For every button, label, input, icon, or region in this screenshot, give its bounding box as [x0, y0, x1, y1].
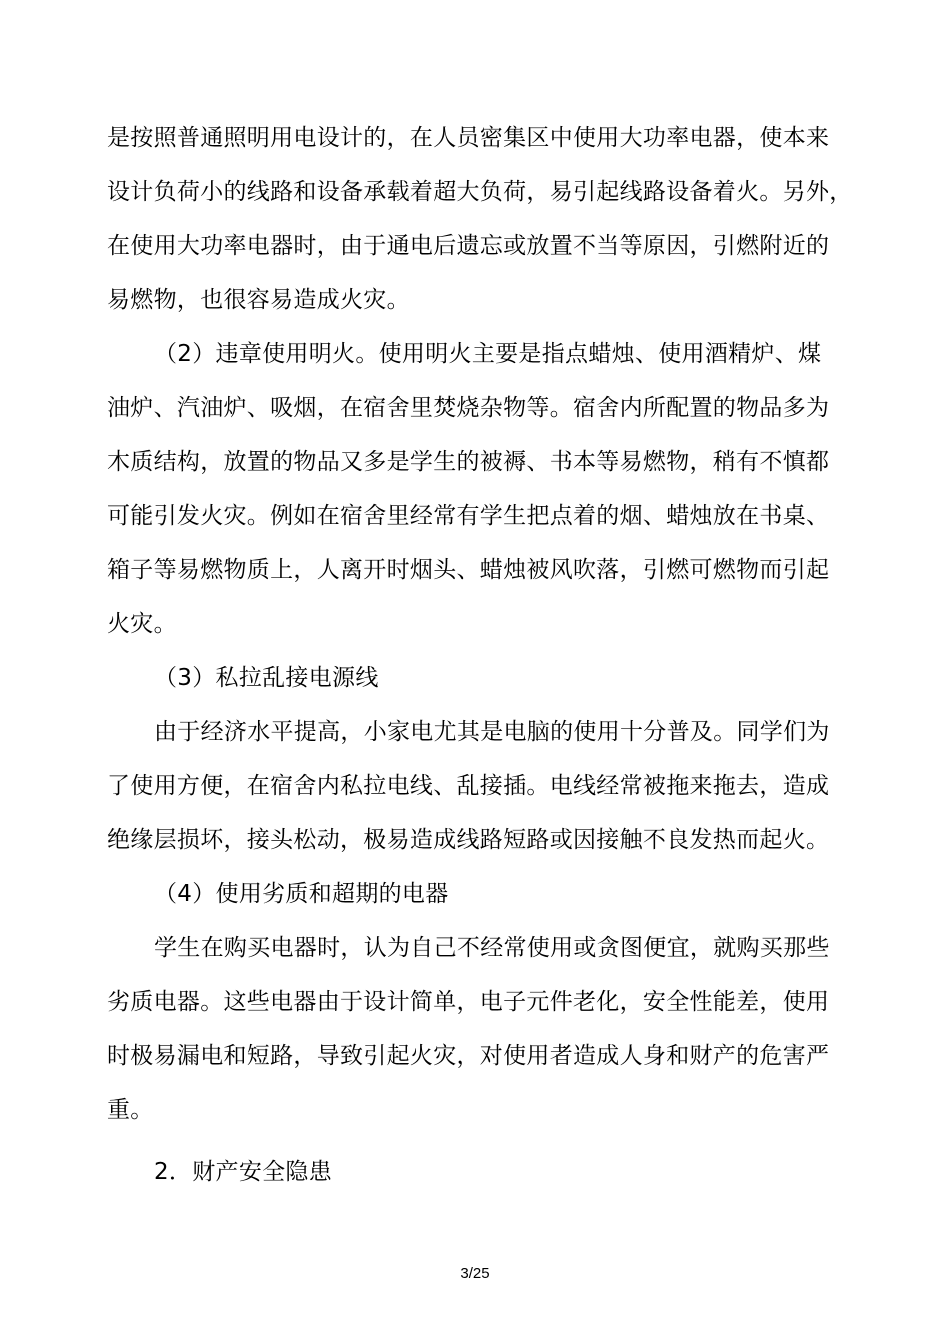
paragraph-line: 绝缘层损坏，接头松动，极易造成线路短路或因接触不良发热而起火。	[107, 827, 830, 853]
paragraph-line: 箱子等易燃物质上，人离开时烟头、蜡烛被风吹落，引燃可燃物而引起	[107, 557, 830, 583]
paragraph-line: 易燃物，也很容易造成火灾。	[107, 287, 410, 313]
paragraph-line: 油炉、汽油炉、吸烟，在宿舍里焚烧杂物等。宿舍内所配置的物品多为	[107, 395, 830, 421]
paragraph-line: 设计负荷小的线路和设备承载着超大负荷，易引起线路设备着火。另外，	[107, 179, 853, 205]
paragraph-line: 劣质电器。这些电器由于设计简单，电子元件老化，安全性能差，使用	[107, 989, 830, 1015]
section-heading: 2．财产安全隐患	[154, 1159, 333, 1185]
paragraph-line: （2）违章使用明火。使用明火主要是指点蜡烛、使用酒精炉、煤	[154, 341, 822, 367]
paragraph-line: 时极易漏电和短路，导致引起火灾，对使用者造成人身和财产的危害严	[107, 1043, 830, 1069]
paragraph-line: 可能引发火灾。例如在宿舍里经常有学生把点着的烟、蜡烛放在书桌、	[107, 503, 830, 529]
page-number: 3/25	[460, 1265, 490, 1282]
paragraph-line: 学生在购买电器时，认为自己不经常使用或贪图便宜，就购买那些	[154, 935, 830, 961]
paragraph-line: 重。	[107, 1097, 154, 1123]
subheading: （4）使用劣质和超期的电器	[154, 881, 449, 907]
paragraph-line: 了使用方便，在宿舍内私拉电线、乱接插。电线经常被拖来拖去，造成	[107, 773, 830, 799]
subheading: （3）私拉乱接电源线	[154, 665, 379, 691]
paragraph-line: 木质结构，放置的物品又多是学生的被褥、书本等易燃物，稍有不慎都	[107, 449, 830, 475]
paragraph-line: 是按照普通照明用电设计的，在人员密集区中使用大功率电器，使本来	[107, 125, 830, 151]
paragraph-line: 由于经济水平提高，小家电尤其是电脑的使用十分普及。同学们为	[154, 719, 830, 745]
paragraph-line: 火灾。	[107, 611, 177, 637]
paragraph-line: 在使用大功率电器时，由于通电后遗忘或放置不当等原因，引燃附近的	[107, 233, 830, 259]
